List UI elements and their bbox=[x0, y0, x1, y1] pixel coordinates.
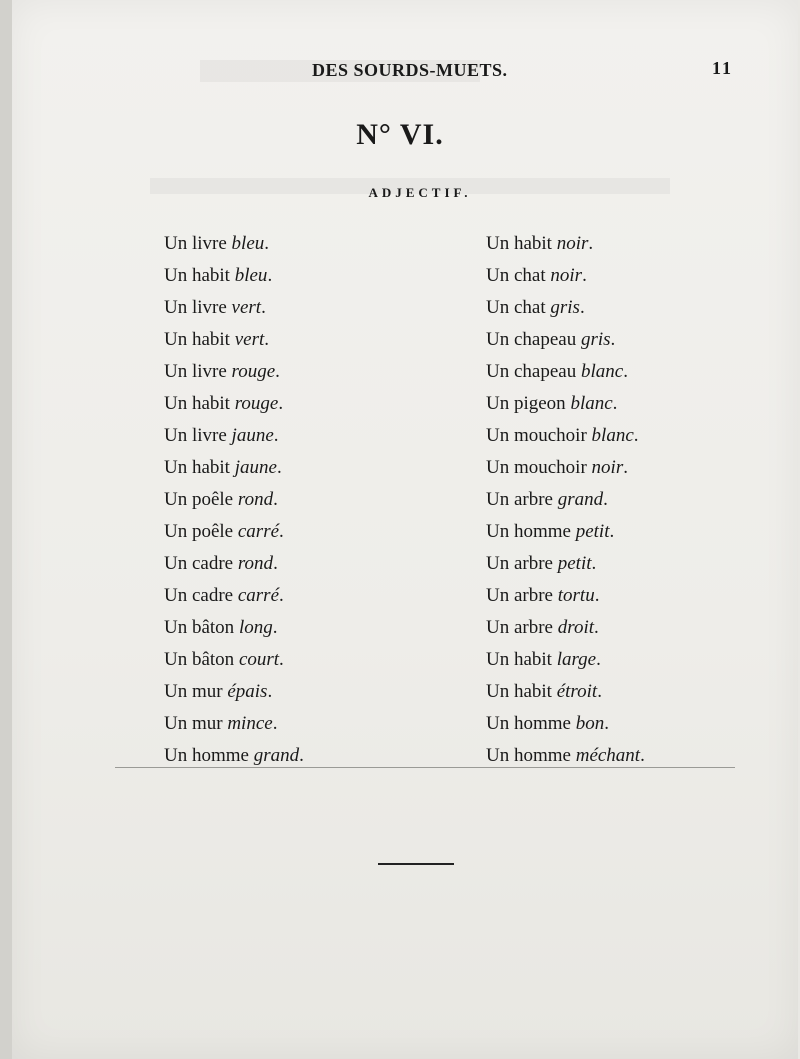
phrase-period: . bbox=[264, 233, 270, 254]
phrase-period: . bbox=[609, 521, 615, 542]
example-phrase bbox=[164, 228, 304, 260]
page-gutter bbox=[0, 0, 12, 1059]
phrase-period: . bbox=[273, 425, 279, 446]
example-phrase bbox=[486, 516, 645, 548]
phrase-noun: Un livre bbox=[164, 425, 227, 446]
phrase-period: . bbox=[272, 713, 278, 734]
phrase-period: . bbox=[261, 297, 266, 318]
phrase-noun: Un mur bbox=[164, 681, 223, 702]
phrase-adjective: noir bbox=[556, 233, 589, 254]
example-phrase bbox=[164, 292, 304, 324]
horizontal-rule bbox=[115, 767, 735, 768]
left-example-column bbox=[164, 228, 304, 772]
phrase-noun: Un chapeau bbox=[486, 329, 577, 350]
example-phrase bbox=[486, 644, 645, 676]
phrase-adjective: carré bbox=[237, 585, 280, 606]
example-phrase bbox=[486, 260, 645, 292]
phrase-adjective: tortu bbox=[557, 585, 595, 606]
phrase-period: . bbox=[267, 265, 273, 286]
example-phrase bbox=[164, 580, 304, 612]
phrase-adjective: noir bbox=[591, 457, 624, 478]
phrase-adjective: étroit bbox=[556, 681, 598, 702]
example-phrase bbox=[164, 484, 304, 516]
example-phrase bbox=[486, 484, 645, 516]
phrase-noun: Un pigeon bbox=[486, 393, 566, 414]
phrase-period: . bbox=[594, 585, 600, 606]
example-phrase bbox=[164, 420, 304, 452]
phrase-adjective: droit bbox=[557, 617, 594, 638]
phrase-noun: Un arbre bbox=[486, 617, 553, 638]
phrase-noun: Un poêle bbox=[164, 521, 234, 542]
phrase-adjective: grand bbox=[253, 745, 300, 766]
example-phrase bbox=[486, 548, 645, 580]
phrase-noun: Un arbre bbox=[486, 489, 553, 510]
phrase-period: . bbox=[633, 425, 639, 446]
phrase-period: . bbox=[597, 681, 602, 702]
phrase-period: . bbox=[579, 297, 585, 318]
phrase-adjective: large bbox=[556, 649, 597, 670]
phrase-noun: Un chat bbox=[486, 265, 546, 286]
phrase-noun: Un mur bbox=[164, 713, 223, 734]
phrase-period: . bbox=[591, 553, 597, 574]
page-number: 11 bbox=[712, 58, 734, 78]
phrase-noun: Un bâton bbox=[164, 617, 235, 638]
example-phrase bbox=[486, 228, 645, 260]
phrase-period: . bbox=[278, 393, 284, 414]
phrase-period: . bbox=[299, 745, 304, 766]
phrase-period: . bbox=[612, 393, 618, 414]
phrase-adjective: mince bbox=[227, 713, 273, 734]
phrase-period: . bbox=[267, 681, 273, 702]
phrase-adjective: jaune bbox=[231, 425, 274, 446]
phrase-adjective: blanc bbox=[591, 425, 634, 446]
example-phrase bbox=[164, 388, 304, 420]
phrase-adjective: vert bbox=[234, 329, 265, 350]
phrase-period: . bbox=[604, 713, 609, 734]
running-header bbox=[0, 58, 800, 88]
phrase-period: . bbox=[279, 649, 284, 670]
example-phrase bbox=[164, 612, 304, 644]
phrase-noun: Un homme bbox=[164, 745, 249, 766]
phrase-noun: Un arbre bbox=[486, 585, 553, 606]
phrase-noun: Un chat bbox=[486, 297, 546, 318]
phrase-adjective: court bbox=[238, 649, 280, 670]
phrase-noun: Un habit bbox=[486, 649, 552, 670]
example-phrase bbox=[486, 356, 645, 388]
phrase-noun: Un homme bbox=[486, 745, 571, 766]
phrase-noun: Un livre bbox=[164, 361, 227, 382]
phrase-period: . bbox=[640, 745, 645, 766]
phrase-adjective: bleu bbox=[234, 265, 268, 286]
phrase-adjective: noir bbox=[550, 265, 583, 286]
phrase-adjective: vert bbox=[231, 297, 262, 318]
phrase-adjective: bleu bbox=[231, 233, 265, 254]
example-phrase bbox=[164, 548, 304, 580]
running-title: DES SOURDS-MUETS. bbox=[312, 60, 508, 80]
phrase-noun: Un habit bbox=[486, 681, 552, 702]
phrase-adjective: grand bbox=[557, 489, 604, 510]
phrase-period: . bbox=[276, 457, 282, 478]
phrase-adjective: rond bbox=[237, 489, 274, 510]
example-phrase bbox=[486, 292, 645, 324]
phrase-adjective: petit bbox=[575, 521, 610, 542]
example-phrase bbox=[486, 388, 645, 420]
phrase-period: . bbox=[264, 329, 270, 350]
phrase-adjective: long bbox=[238, 617, 273, 638]
phrase-noun: Un habit bbox=[164, 329, 230, 350]
example-phrase bbox=[486, 580, 645, 612]
example-phrase bbox=[486, 676, 645, 708]
example-phrase bbox=[164, 452, 304, 484]
phrase-noun: Un livre bbox=[164, 297, 227, 318]
phrase-noun: Un cadre bbox=[164, 553, 234, 574]
phrase-period: . bbox=[623, 361, 628, 382]
phrase-adjective: rouge bbox=[234, 393, 279, 414]
phrase-noun: Un bâton bbox=[164, 649, 235, 670]
phrase-period: . bbox=[582, 265, 587, 286]
phrase-period: . bbox=[603, 489, 608, 510]
phrase-adjective: méchant bbox=[575, 745, 641, 766]
phrase-adjective: bon bbox=[575, 713, 605, 734]
example-phrase bbox=[164, 324, 304, 356]
phrase-noun: Un mouchoir bbox=[486, 425, 587, 446]
phrase-period: . bbox=[594, 617, 599, 638]
phrase-adjective: carré bbox=[237, 521, 280, 542]
example-phrase bbox=[164, 516, 304, 548]
phrase-period: . bbox=[279, 521, 284, 542]
phrase-adjective: rond bbox=[237, 553, 274, 574]
phrase-adjective: petit bbox=[557, 553, 592, 574]
phrase-adjective: épais bbox=[227, 681, 268, 702]
phrase-adjective: jaune bbox=[234, 457, 277, 478]
phrase-adjective: blanc bbox=[580, 361, 624, 382]
phrase-noun: Un habit bbox=[486, 233, 552, 254]
example-phrase bbox=[486, 324, 645, 356]
phrase-noun: Un mouchoir bbox=[486, 457, 587, 478]
phrase-noun: Un habit bbox=[164, 393, 230, 414]
right-example-column bbox=[486, 228, 645, 772]
phrase-noun: Un homme bbox=[486, 521, 571, 542]
phrase-noun: Un homme bbox=[486, 713, 571, 734]
example-phrase bbox=[486, 452, 645, 484]
phrase-period: . bbox=[272, 617, 278, 638]
phrase-noun: Un arbre bbox=[486, 553, 553, 574]
phrase-period: . bbox=[610, 329, 616, 350]
closing-rule bbox=[378, 863, 454, 865]
phrase-noun: Un habit bbox=[164, 457, 230, 478]
phrase-period: . bbox=[623, 457, 628, 478]
phrase-period: . bbox=[279, 585, 284, 606]
phrase-noun: Un chapeau bbox=[486, 361, 577, 382]
phrase-noun: Un livre bbox=[164, 233, 227, 254]
example-phrase bbox=[486, 420, 645, 452]
phrase-period: . bbox=[273, 489, 278, 510]
phrase-adjective: gris bbox=[580, 329, 611, 350]
example-phrase bbox=[164, 676, 304, 708]
phrase-period: . bbox=[275, 361, 280, 382]
example-phrase bbox=[486, 612, 645, 644]
phrase-adjective: gris bbox=[550, 297, 580, 318]
phrase-period: . bbox=[588, 233, 594, 254]
phrase-adjective: rouge bbox=[231, 361, 276, 382]
phrase-period: . bbox=[273, 553, 278, 574]
phrase-noun: Un cadre bbox=[164, 585, 234, 606]
example-phrase bbox=[164, 356, 304, 388]
example-phrase bbox=[164, 644, 304, 676]
book-page bbox=[12, 0, 798, 1059]
phrase-adjective: blanc bbox=[570, 393, 613, 414]
phrase-period: . bbox=[596, 649, 601, 670]
section-number: N° VI. bbox=[356, 118, 444, 151]
phrase-noun: Un habit bbox=[164, 265, 230, 286]
example-phrase bbox=[486, 708, 645, 740]
section-subtitle: ADJECTIF. bbox=[368, 185, 472, 200]
example-phrase bbox=[164, 260, 304, 292]
phrase-noun: Un poêle bbox=[164, 489, 234, 510]
example-phrase bbox=[164, 708, 304, 740]
